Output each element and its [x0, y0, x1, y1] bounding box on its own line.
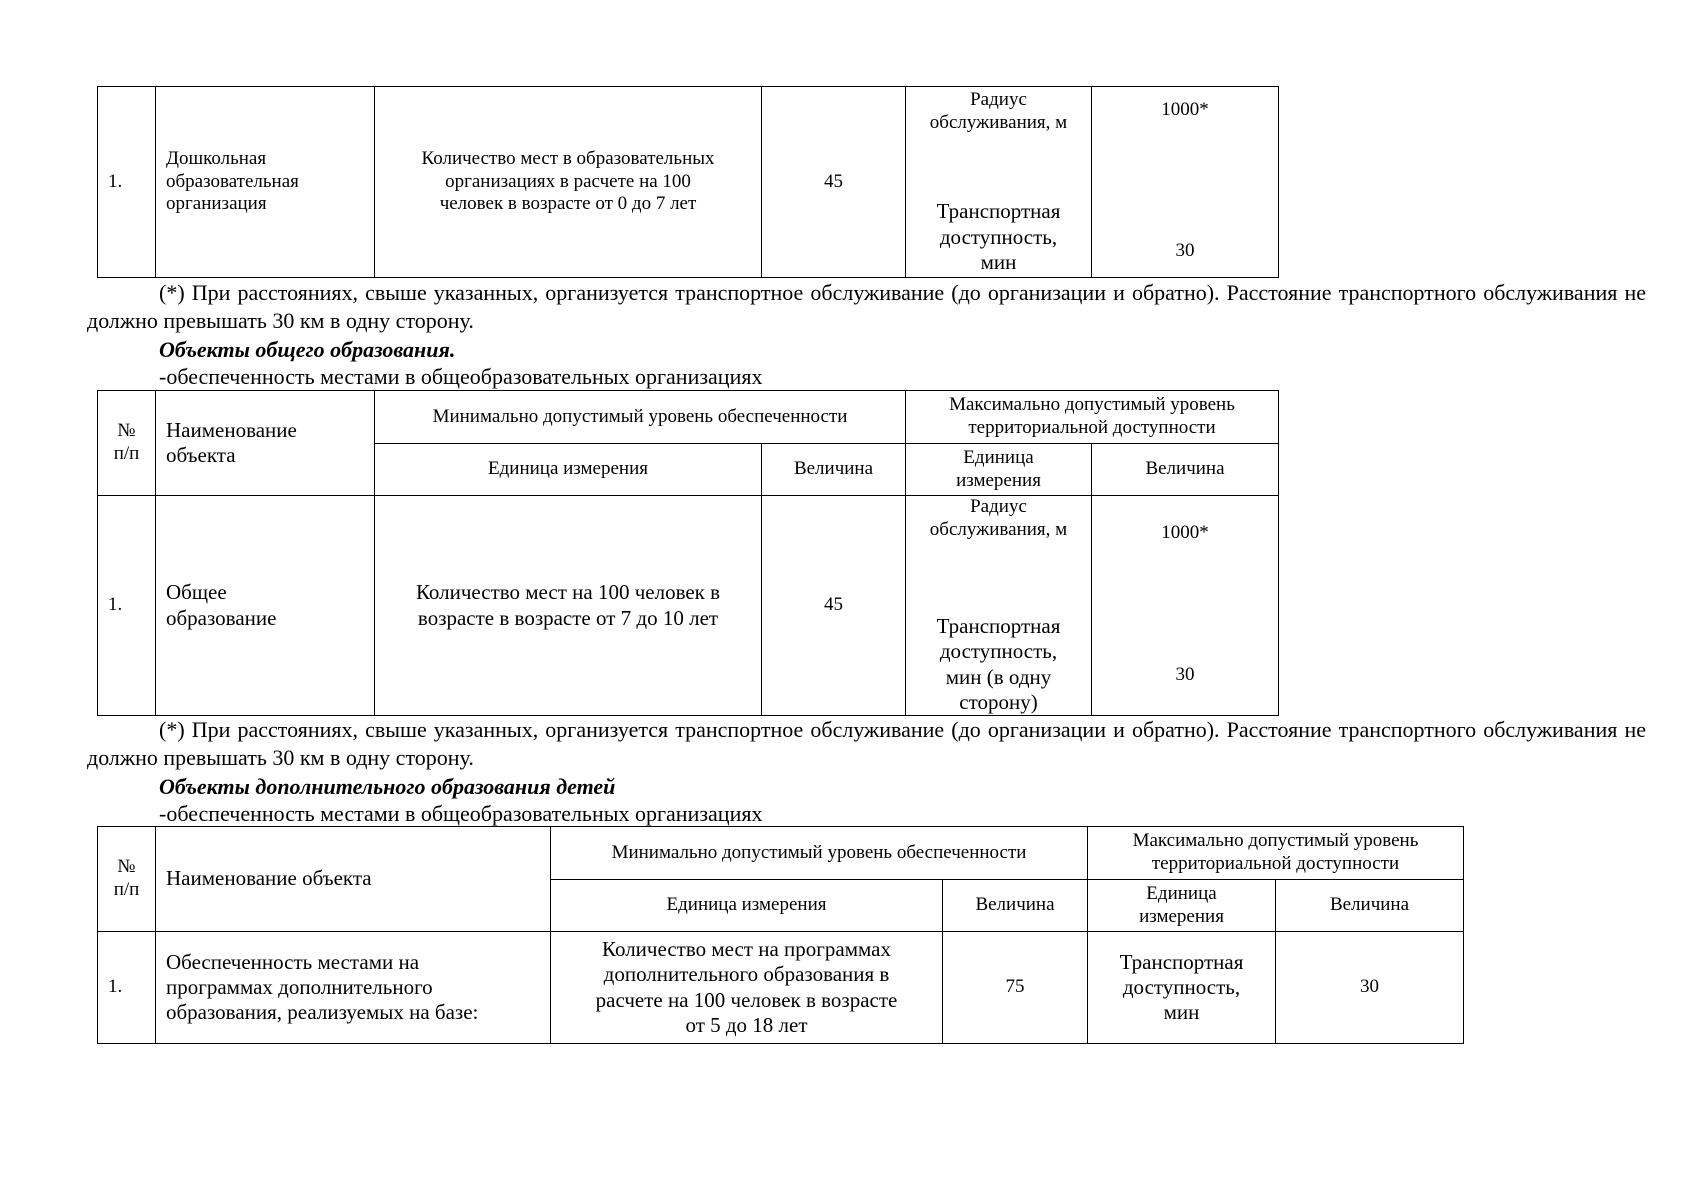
header-value: Величина: [943, 880, 1088, 932]
section-heading-additional-education: Объекты дополнительного образования детей: [159, 774, 616, 799]
object-name: Обеспеченность местами на программах дополнительного образования, реализуемых на базе:: [156, 932, 551, 1044]
provision-value: 75: [943, 932, 1088, 1044]
object-name: Общее образование: [156, 496, 375, 716]
header-num: № п/п: [98, 827, 156, 932]
header-unit-2: Единица измерения: [906, 444, 1092, 496]
access-unit-cell: [906, 87, 1092, 278]
footnote-2: (*) При расстояниях, свыше указанных, организуется транспортное обслуживание (до организации и обратно). Расстояние транспортного обслуживания не должно превышать 30 км в одну сторону.: [87, 717, 1646, 770]
transport-access-label: Транспортная доступность, мин (в одну сторону): [936, 614, 1061, 714]
table-row: [98, 496, 1279, 716]
row-number: 1.: [98, 932, 156, 1044]
table-row: [98, 87, 1279, 278]
service-radius-label: Радиус обслуживания, м: [929, 89, 1068, 133]
header-num: № п/п: [98, 391, 156, 496]
header-value: Величина: [762, 444, 906, 496]
additional-education-table: [97, 826, 1464, 1044]
header-value-2: Величина: [1092, 444, 1279, 496]
header-max-level: Максимально допустимый уровень территориальной доступности: [906, 391, 1279, 444]
transport-access-value: 30: [1276, 932, 1464, 1044]
service-radius-value: 1000*: [1161, 522, 1209, 543]
unit-description: Количество мест на 100 человек в возрасте в возрасте от 7 до 10 лет: [375, 496, 762, 716]
access-unit-cell: [906, 496, 1092, 716]
row-number: 1.: [98, 496, 156, 716]
unit-description: Количество мест на программах дополнительного образования в расчете на 100 человек в возрасте от 5 до 18 лет: [551, 932, 943, 1044]
header-name: Наименование объекта: [156, 827, 551, 932]
provision-value: 45: [762, 87, 906, 278]
transport-access-label: Транспортная доступность, мин: [1088, 932, 1276, 1044]
section-heading-general-education: Объекты общего образования.: [159, 337, 456, 362]
header-max-level: Максимально допустимый уровень территориальной доступности: [1088, 827, 1464, 880]
header-unit: Единица измерения: [551, 880, 943, 932]
preschool-table: [97, 86, 1279, 278]
provision-value: 45: [762, 496, 906, 716]
section-subheading-general-education: -обеспеченность местами в общеобразовательных организациях: [159, 364, 763, 389]
row-number: 1.: [98, 87, 156, 278]
header-name: Наименование объекта: [156, 391, 375, 496]
transport-access-value: 30: [1175, 664, 1195, 686]
header-row: [98, 391, 1279, 444]
transport-access-value: 30: [1175, 240, 1195, 262]
table-row: [98, 932, 1464, 1044]
general-education-table: [97, 390, 1279, 716]
unit-description: Количество мест в образовательных организациях в расчете на 100 человек в возрасте от 0 до 7 лет: [375, 87, 762, 278]
service-radius-label: Радиус обслуживания, м: [929, 496, 1068, 540]
transport-access-label: Транспортная доступность, мин: [936, 199, 1061, 274]
header-row: [98, 827, 1464, 880]
header-min-level: Минимально допустимый уровень обеспеченности: [551, 827, 1088, 880]
access-value-cell: [1092, 87, 1279, 278]
header-min-level: Минимально допустимый уровень обеспеченности: [375, 391, 906, 444]
access-value-cell: [1092, 496, 1279, 716]
footnote-1: (*) При расстояниях, свыше указанных, организуется транспортное обслуживание (до организации и обратно). Расстояние транспортного обслуживания не должно превышать 30 км в одну сторону.: [87, 280, 1646, 333]
header-unit: Единица измерения: [375, 444, 762, 496]
header-value-2: Величина: [1276, 880, 1464, 932]
object-name: Дошкольная образовательная организация: [156, 87, 375, 278]
section-subheading-additional-education: -обеспеченность местами в общеобразовательных организациях: [159, 801, 763, 826]
service-radius-value: 1000*: [1161, 99, 1209, 120]
header-unit-2: Единица измерения: [1088, 880, 1276, 932]
